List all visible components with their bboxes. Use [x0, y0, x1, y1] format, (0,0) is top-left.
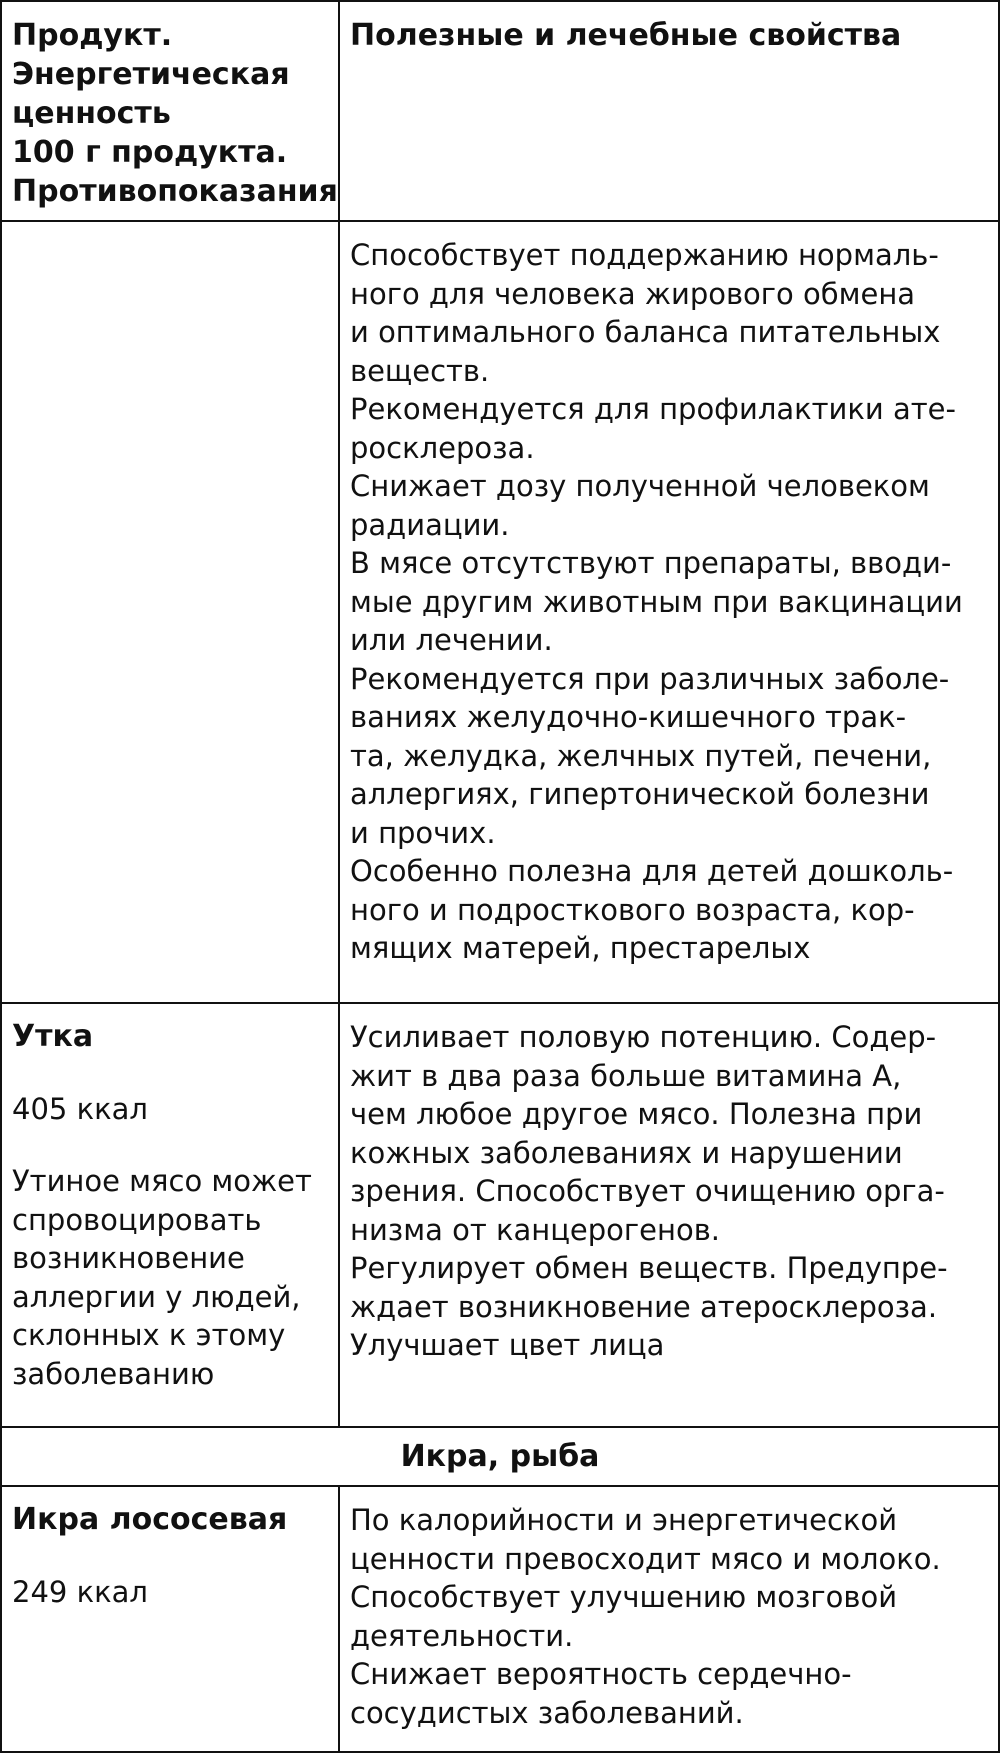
table-header-row	[2, 2, 998, 222]
product-calories: 249 ккал	[12, 1575, 148, 1609]
header-properties-label: Полезные и лечебные свойства	[350, 18, 902, 53]
product-name: Икра лососевая	[12, 1502, 288, 1537]
table-row-caviar	[2, 1487, 998, 1753]
header-cell-product	[2, 2, 340, 220]
properties-text: Усиливает половую потенцию. Содер- жит в два раза больше витамина А, чем любое другое мясо. Полезна при кожных заболеваниях и нарушении зрения. Способствует очищению орга- низма от канцерогенов. Регулирует обмен веществ. Предупре- ждает возникновение атеросклероза. Улучшает цвет лица	[350, 1020, 948, 1362]
properties-cell	[340, 222, 998, 1002]
product-name: Утка	[12, 1019, 94, 1054]
properties-cell-caviar	[340, 1487, 998, 1753]
section-title: Икра, рыба	[400, 1438, 600, 1474]
section-header-row	[2, 1428, 998, 1487]
header-cell-properties	[340, 2, 998, 220]
product-cell-empty	[2, 222, 340, 1002]
product-cell-caviar	[2, 1487, 340, 1753]
table-row-continuation	[2, 222, 998, 1004]
product-contraindications: Утиное мясо может спровоцировать возникновение аллергии у людей, склонных к этому заболеванию	[12, 1164, 312, 1391]
product-cell-duck	[2, 1004, 340, 1426]
product-calories: 405 ккал	[12, 1092, 148, 1126]
header-product-label: Продукт. Энергетическая ценность 100 г продукта. Противопоказания	[12, 18, 338, 209]
table-row-duck	[2, 1004, 998, 1428]
properties-cell-duck	[340, 1004, 998, 1426]
properties-text: По калорийности и энергетической ценности превосходит мясо и молоко. Способствует улучшению мозговой деятельности. Снижает вероятность сердечно- сосудистых заболеваний.	[350, 1503, 941, 1730]
properties-text: Способствует поддержанию нормаль- ного для человека жирового обмена и оптимального баланса питательных веществ. Рекомендуется для профилактики ате- росклероза. Снижает дозу полученной человеком радиации. В мясе отсутствуют препараты, вводи- мые другим животным при вакцинации или лечении. Рекомендуется при различных заболе- ваниях желудочно-кишечного трак- та, желудка, желчных путей, печени, аллергиях, гипертонической болезни и прочих. Особенно полезна для детей дошколь- ного и подросткового возраста, кор- мящих матерей, престарелых	[350, 238, 963, 965]
